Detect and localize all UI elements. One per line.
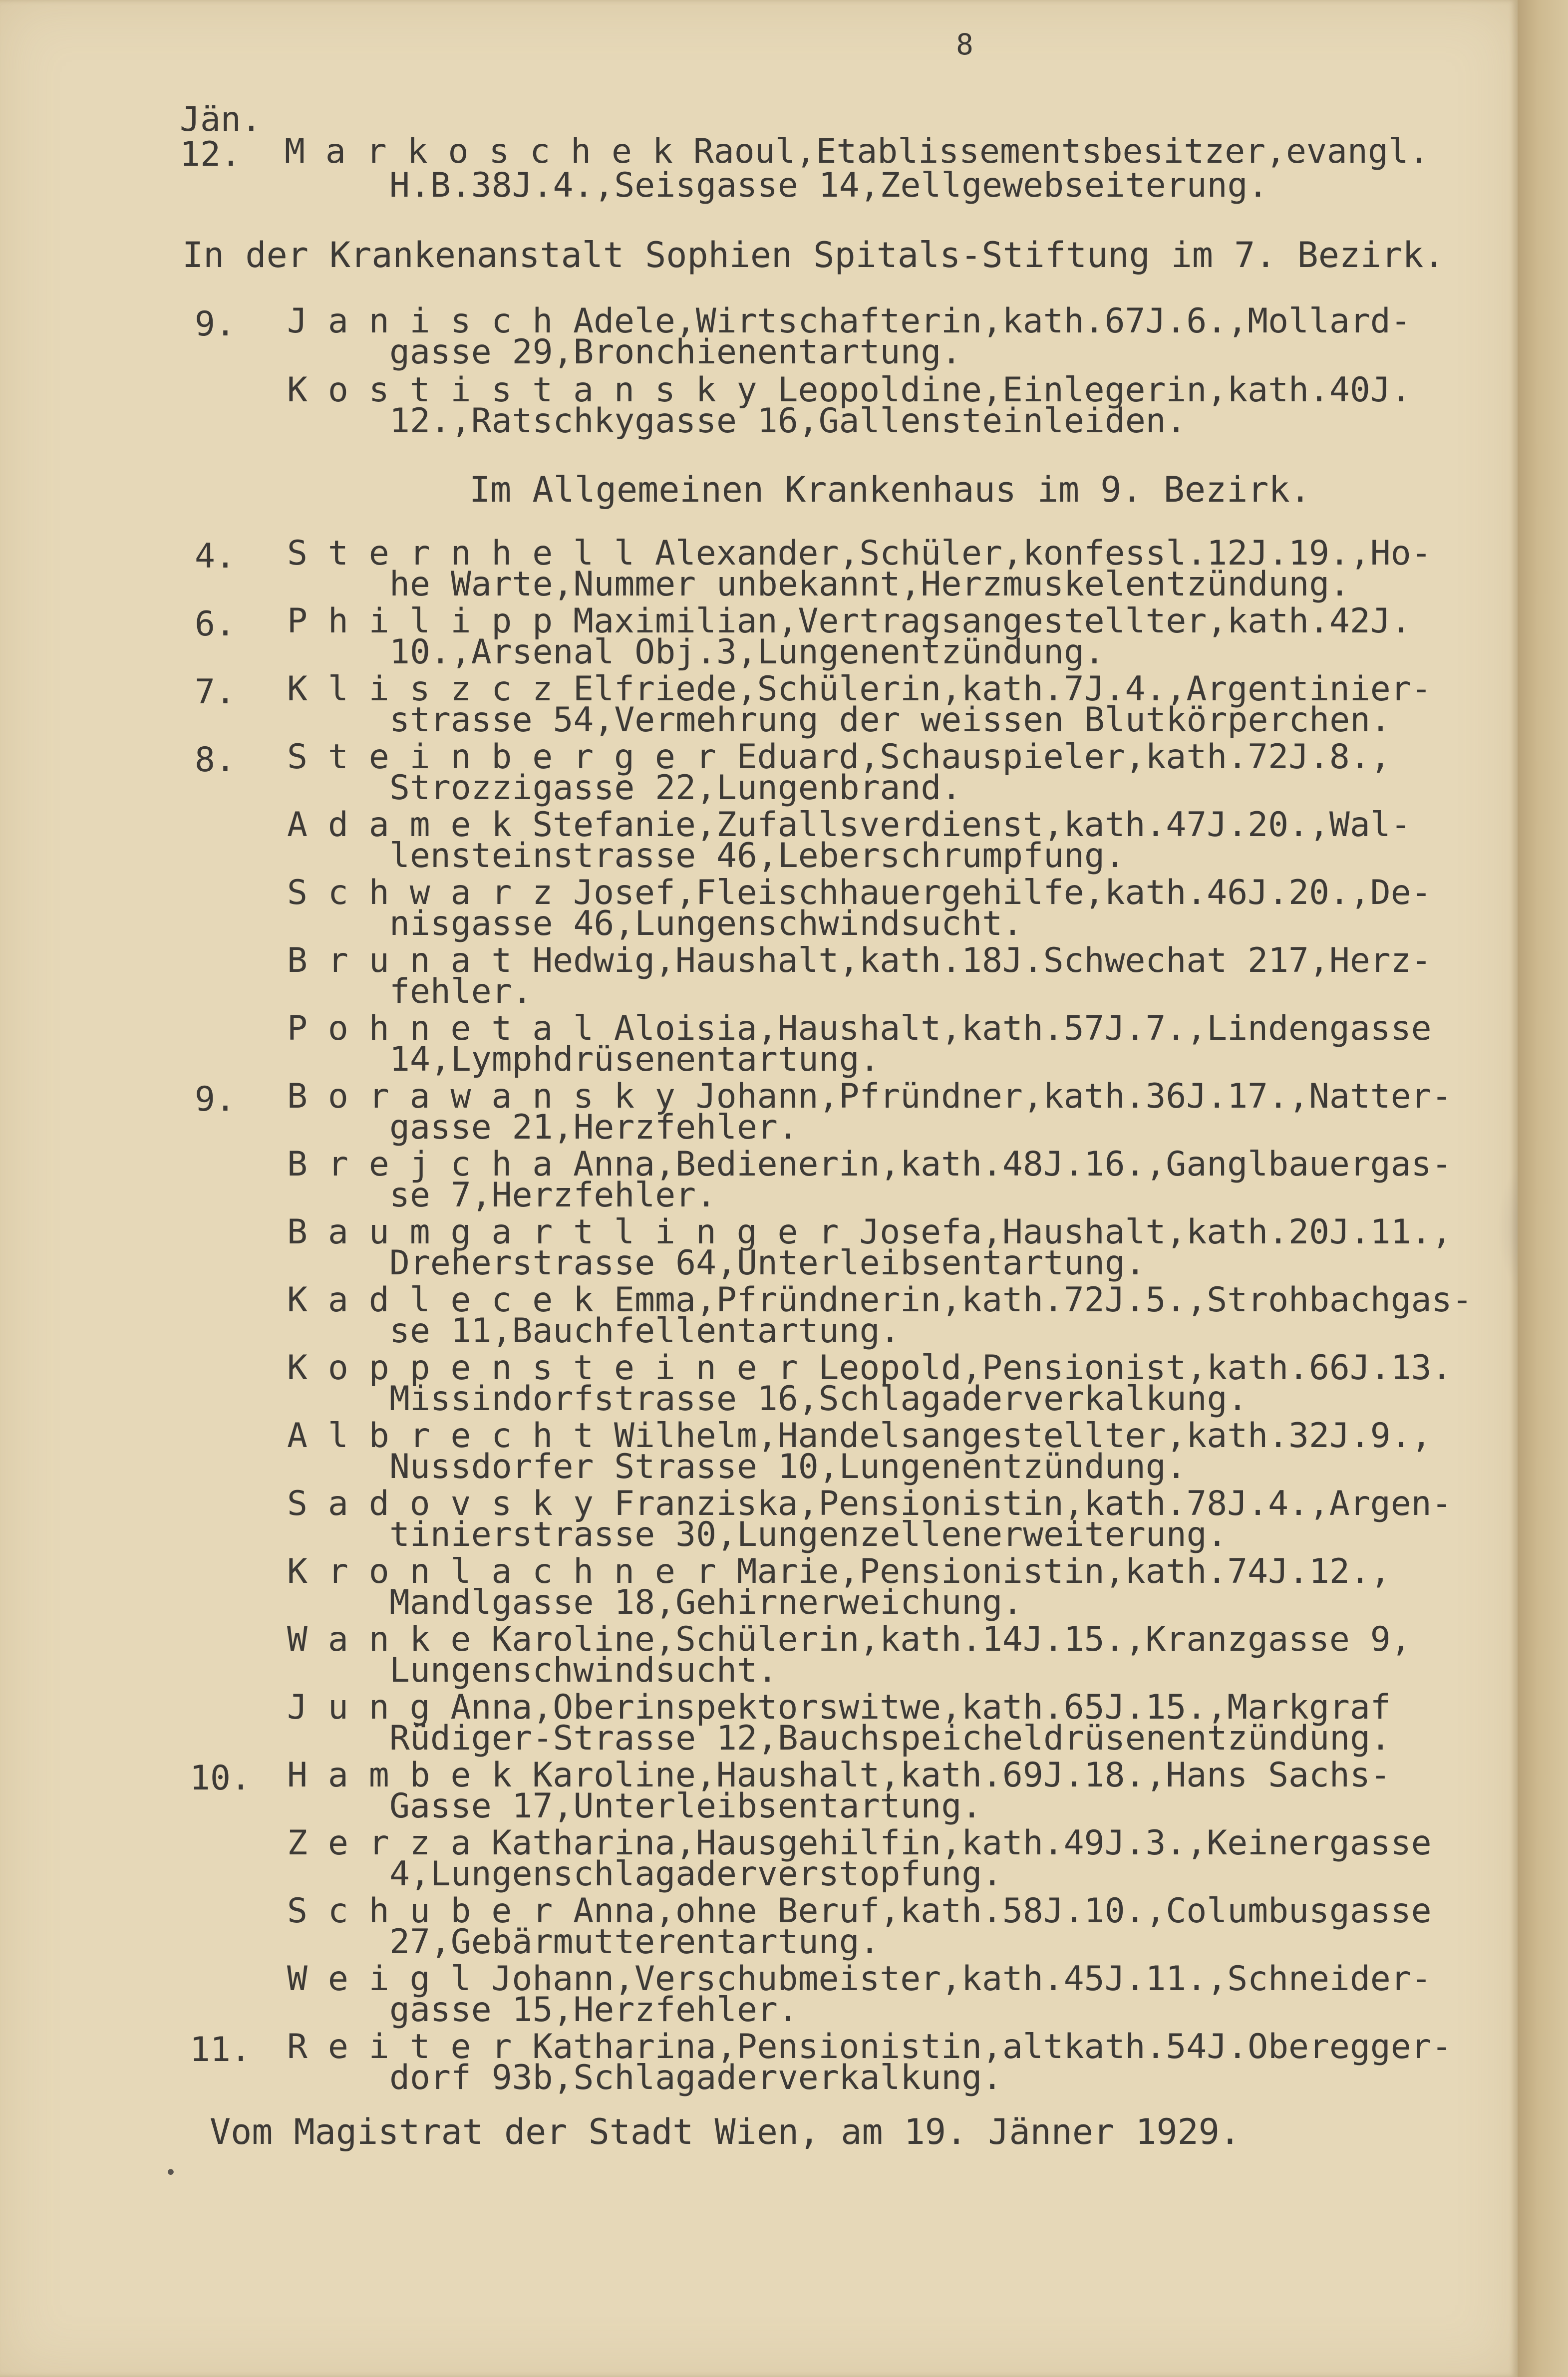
entry-details: Elfriede,Schülerin,kath.7J.4.,Argentinier- (553, 669, 1432, 709)
entry-details: Aloisia,Haushalt,kath.57J.7.,Lindengasse (594, 1009, 1432, 1048)
entry-surname: A d a m e k (287, 805, 512, 845)
entry-details: Johann,Pfründner,kath.36J.17.,Natter- (675, 1077, 1452, 1116)
entry-details: Leopold,Pensionist,kath.66J.13. (798, 1348, 1452, 1388)
entry-continuation: dorf 93b,Schlagaderverkalkung. (389, 2058, 1003, 2097)
entry-details: Karoline,Schülerin,kath.14J.15.,Kranzgasse 9, (471, 1620, 1411, 1659)
entry-details: Anna,ohne Beruf,kath.58J.10.,Columbusgasse (553, 1891, 1432, 1931)
entry-details: Josef,Fleischhauergehilfe,kath.46J.20.,De- (553, 873, 1432, 912)
entry-continuation: 10.,Arsenal Obj.3,Lungenentzündung. (389, 632, 1105, 672)
month-label: Jän. (180, 100, 262, 139)
entry-details: Leopoldine,Einlegerin,kath.40J. (757, 370, 1411, 410)
entry-date: 4. (195, 537, 236, 576)
entry-surname: P o h n e t a l (287, 1009, 594, 1048)
paper-edge (1518, 0, 1568, 2377)
entry-surname: K r o n l a c h n e r (287, 1552, 716, 1591)
entry-continuation: nisgasse 46,Lungenschwindsucht. (389, 904, 1023, 943)
entry-details: Katharina,Pensionistin,altkath.54J.Oberegger- (512, 2027, 1452, 2067)
section-heading-sophien: In der Krankenanstalt Sophien Spitals-Stiftung im 7. Bezirk. (182, 235, 1445, 276)
entry-details: Johann,Verschubmeister,kath.45J.11.,Schneider- (471, 1959, 1432, 1999)
entry-details: Karoline,Haushalt,kath.69J.18.,Hans Sachs- (512, 1756, 1391, 1795)
entry-details: Hedwig,Haushalt,kath.18J.Schwechat 217,Herz- (512, 941, 1432, 980)
entry-surname: B a u m g a r t l i n g e r (287, 1212, 839, 1252)
entry-date: 7. (195, 672, 236, 712)
entry-continuation: Gasse 17,Unterleibsentartung. (389, 1786, 982, 1826)
entry-details: Alexander,Schüler,konfessl.12J.19.,Ho- (634, 534, 1432, 573)
footer-signature: Vom Magistrat der Stadt Wien, am 19. Jänner 1929. (210, 2111, 1241, 2152)
entry-surname: S c h u b e r (287, 1891, 553, 1931)
entry-continuation: Nussdorfer Strasse 10,Lungenentzündung. (389, 1447, 1187, 1486)
entry-details: Adele,Wirtschafterin,kath.67J.6.,Mollard- (553, 301, 1411, 341)
entry-surname: Z e r z a (287, 1823, 471, 1863)
entry-surname: K o p p e n s t e i n e r (287, 1348, 798, 1388)
entry-details: Franziska,Pensionistin,kath.78J.4.,Argen- (594, 1484, 1452, 1523)
entry-surname: J u n g (287, 1688, 430, 1727)
entry-date: 6. (195, 604, 236, 644)
entry-continuation: strasse 54,Vermehrung der weissen Blutkörperchen. (389, 700, 1391, 740)
entry-date: 8. (195, 740, 236, 780)
entry-details: Maximilian,Vertragsangestellter,kath.42J. (553, 601, 1411, 641)
entry-continuation: gasse 21,Herzfehler. (389, 1108, 798, 1147)
entry-date: 9. (195, 1080, 236, 1119)
entry-details: Marie,Pensionistin,kath.74J.12., (716, 1552, 1391, 1591)
entry-continuation: 14,Lymphdrüsenentartung. (389, 1040, 880, 1079)
entry-continuation: Lungenschwindsucht. (389, 1651, 778, 1690)
entry-surname: S t e r n h e l l (287, 534, 634, 573)
page-number: 8 (956, 27, 973, 61)
entry-surname: M a r k o s c h e k (285, 132, 673, 171)
entry-surname: B o r a w a n s k y (287, 1077, 675, 1116)
entry-continuation: 4,Lungenschlagaderverstopfung. (389, 1854, 1003, 1894)
entry-surname: A l b r e c h t (287, 1416, 594, 1456)
entry-continuation: tinierstrasse 30,Lungenzellenerweiterung. (389, 1515, 1228, 1554)
entry-surname: S a d o v s k y (287, 1484, 594, 1523)
entry-surname: H a m b e k (287, 1756, 512, 1795)
entry-date: 10. (190, 1759, 251, 1798)
entry-date: 11. (190, 2030, 251, 2070)
entry-surname: W a n k e (287, 1620, 471, 1659)
entry-surname: R e i t e r (287, 2027, 512, 2067)
entry-details: Stefanie,Zufallsverdienst,kath.47J.20.,Wal- (512, 805, 1411, 845)
entry-continuation: fehler. (389, 972, 533, 1011)
entry-details: Anna,Oberinspektorswitwe,kath.65J.15.,Markgraf (430, 1688, 1391, 1727)
entry-markoschek (285, 132, 1429, 171)
entry-surname: P h i l i p p (287, 601, 553, 641)
entry-surname: B r u n a t (287, 941, 512, 980)
entry-surname: B r e j c h a (287, 1145, 553, 1184)
section-heading-allgemeines: Im Allgemeinen Krankenhaus im 9. Bezirk. (469, 469, 1311, 510)
entry-surname: S c h w a r z (287, 873, 553, 912)
entry-continuation: Mandlgasse 18,Gehirnerweichung. (389, 1583, 1023, 1622)
entry-continuation: se 11,Bauchfellentartung. (389, 1311, 901, 1351)
entry-continuation: lensteinstrasse 46,Leberschrumpfung. (389, 836, 1125, 876)
entry-details: Eduard,Schauspieler,kath.72J.8., (716, 737, 1391, 777)
entry-continuation: 12.,Ratschkygasse 16,Gallensteinleiden. (389, 401, 1187, 441)
entry-surname: K a d l e c e k (287, 1280, 594, 1320)
entry-continuation: 27,Gebärmutterentartung. (389, 1922, 880, 1962)
entry-continuation: se 7,Herzfehler. (389, 1176, 717, 1215)
entry-continuation: gasse 15,Herzfehler. (389, 1990, 798, 2030)
entry-surname: J a n i s c h (287, 301, 553, 341)
entry-surname: K l i s z c z (287, 669, 553, 709)
entry-details: Emma,Pfründnerin,kath.72J.5.,Strohbachgas- (594, 1280, 1473, 1320)
entry-date: 12. (180, 135, 241, 174)
ink-mark: • (165, 2161, 177, 2184)
entry-details: Raoul,Etablissementsbesitzer,evangl. (693, 132, 1429, 171)
entry-surname: W e i g l (287, 1959, 471, 1999)
entry-continuation: Missindorfstrasse 16,Schlagaderverkalkung. (389, 1379, 1248, 1419)
entry-continuation: he Warte,Nummer unbekannt,Herzmuskelentzündung. (389, 565, 1350, 604)
entry-continuation: Strozzigasse 22,Lungenbrand. (389, 768, 962, 808)
entry-continuation: H.B.38J.4.,Seisgasse 14,Zellgewebseiterung. (389, 166, 1268, 205)
entry-details: Katharina,Hausgehilfin,kath.49J.3.,Keinergasse (471, 1823, 1432, 1863)
entry-surname: S t e i n b e r g e r (287, 737, 716, 777)
entry-surname: K o s t i s t a n s k y (287, 370, 757, 410)
entry-details: Wilhelm,Handelsangestellter,kath.32J.9., (594, 1416, 1432, 1456)
entry-continuation: Dreherstrasse 64,Unterleibsentartung. (389, 1243, 1146, 1283)
entry-details: Anna,Bedienerin,kath.48J.16.,Ganglbauergas- (553, 1145, 1452, 1184)
entry-details: Josefa,Haushalt,kath.20J.11., (839, 1212, 1452, 1252)
entry-continuation: Rüdiger-Strasse 12,Bauchspeicheldrüsenentzündung. (389, 1719, 1391, 1758)
entry-date: 9. (195, 304, 236, 344)
entry-continuation: gasse 29,Bronchienentartung. (389, 332, 962, 372)
